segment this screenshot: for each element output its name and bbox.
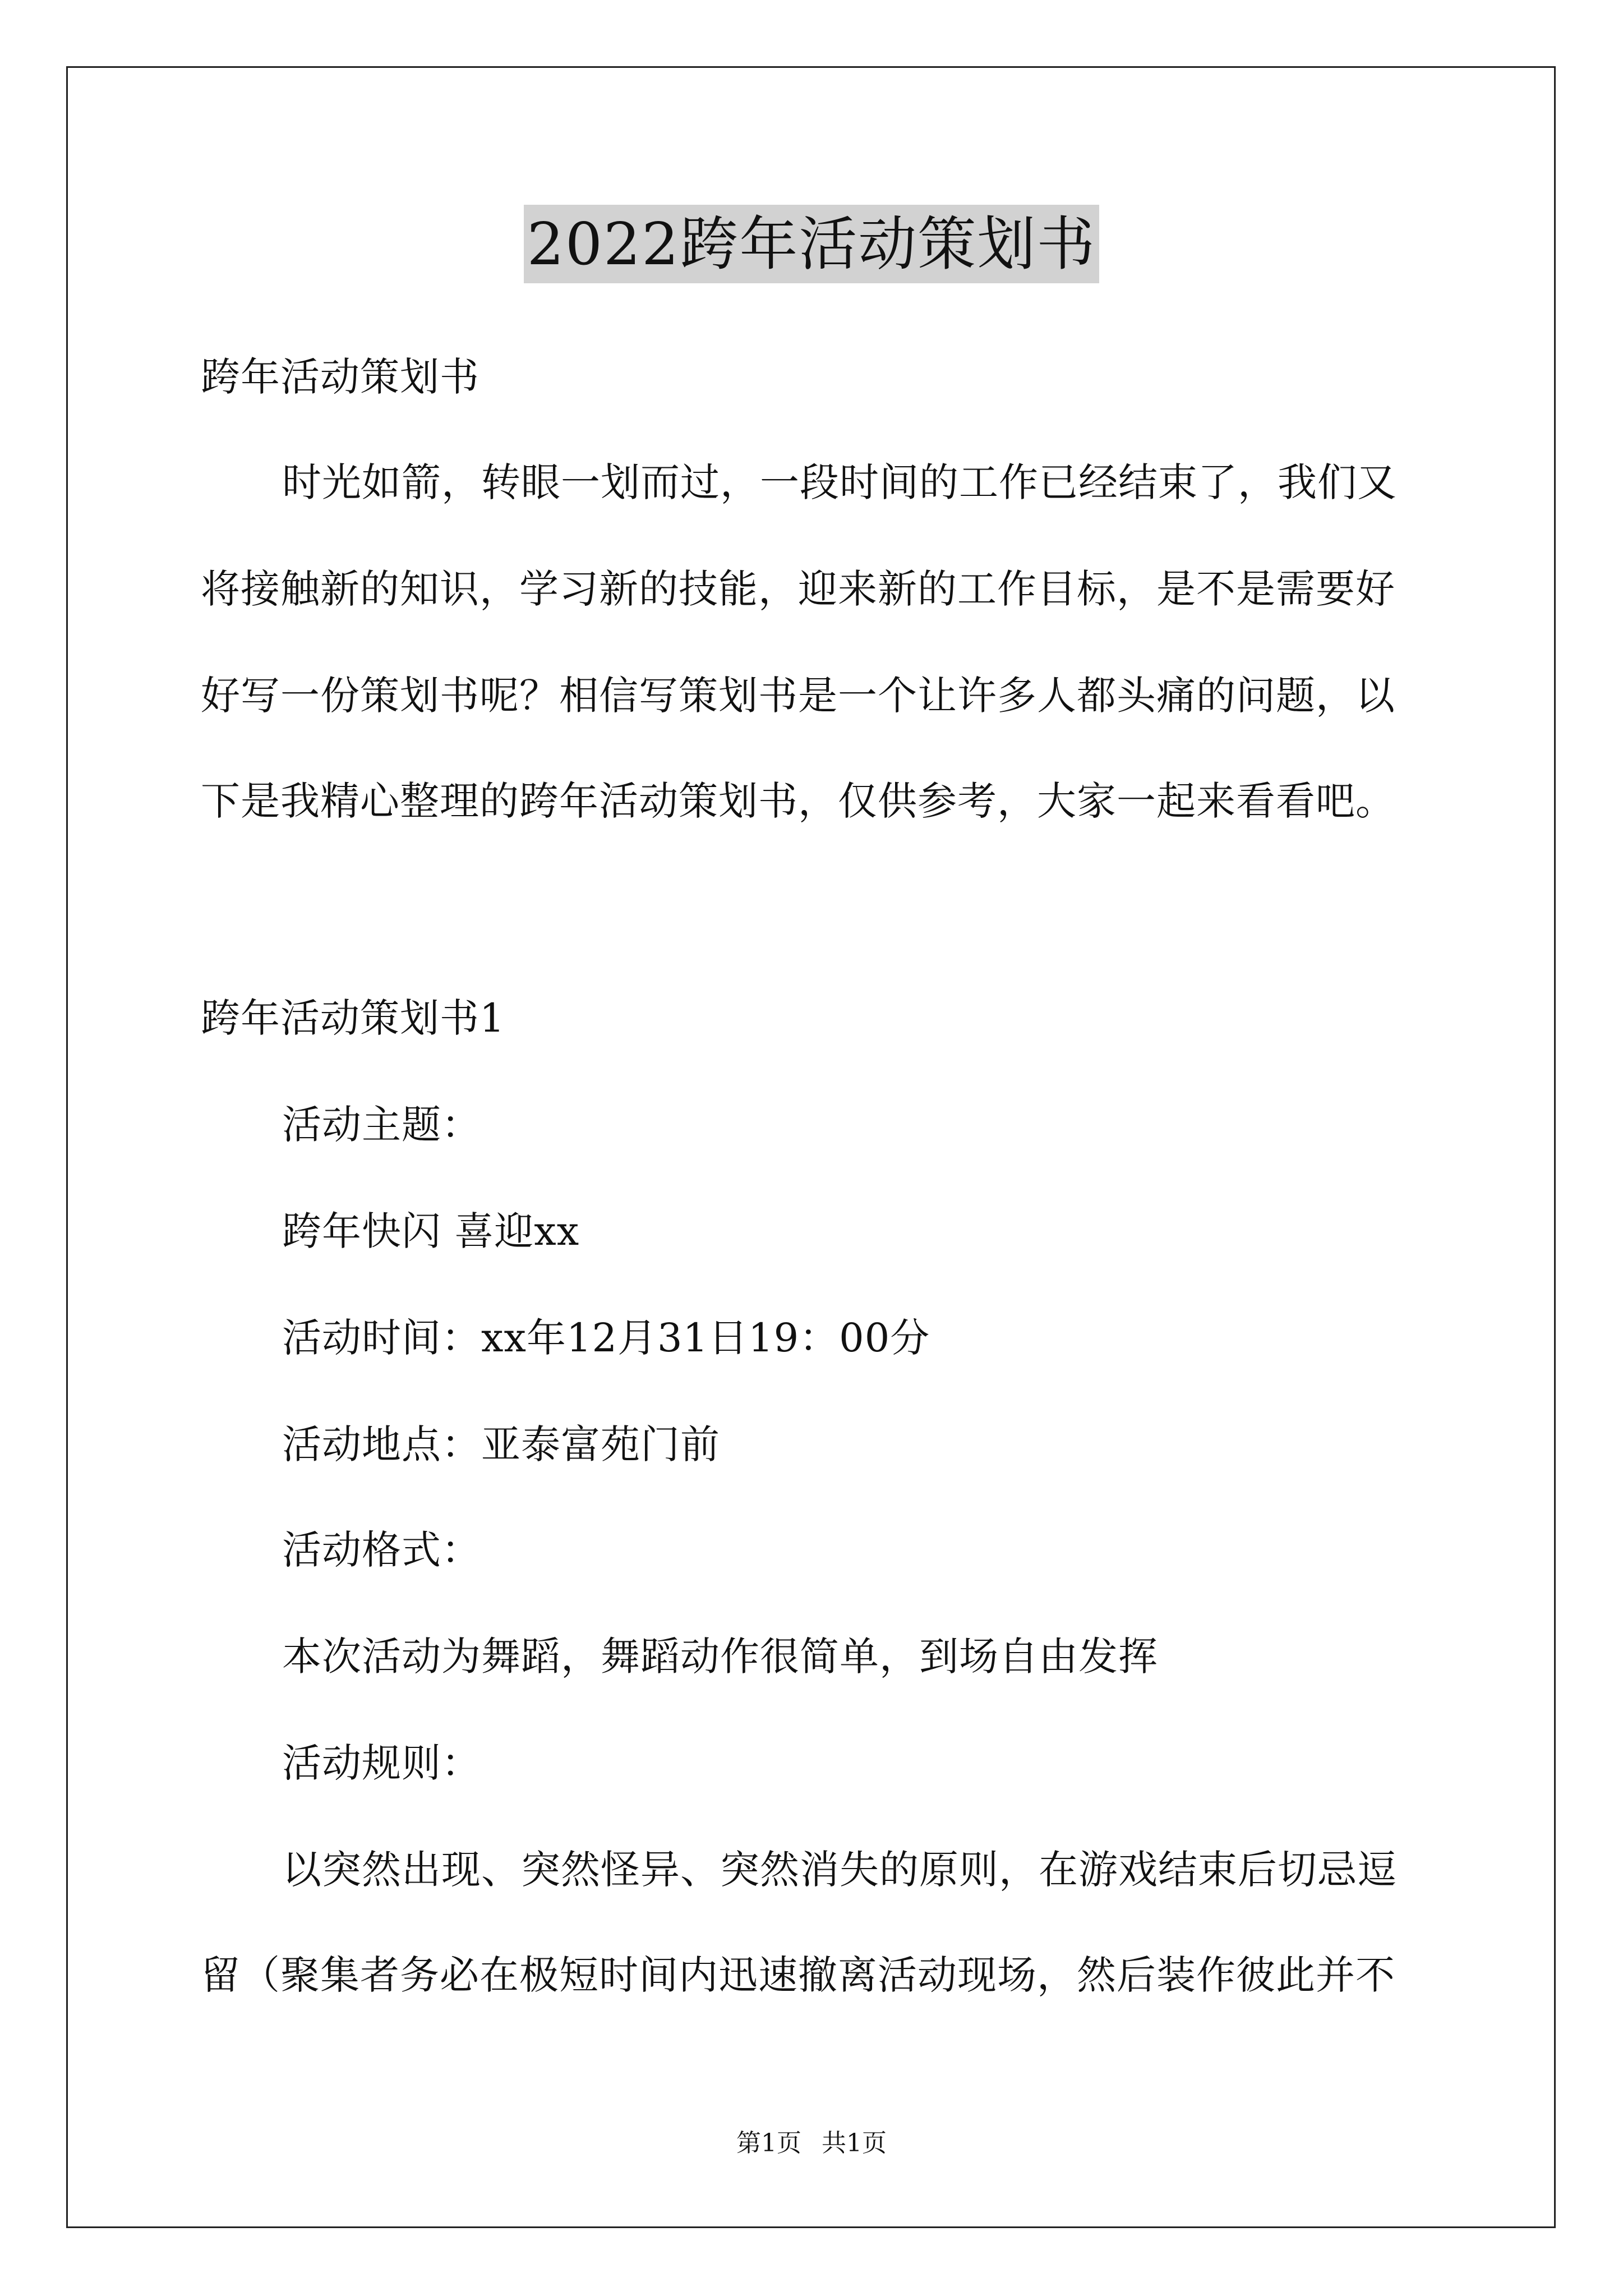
intro-line-3: 好写一份策划书呢？相信写策划书是一个让许多人都头痛的问题，以 (201, 673, 1395, 719)
intro-line-1: 时光如箭，转眼一划而过，一段时间的工作已经结束了，我们又 (282, 459, 1397, 505)
section-line-theme: 跨年快闪 喜迎xx (282, 1208, 580, 1254)
section-line-theme-label: 活动主题： (282, 1102, 481, 1148)
section-line-rules-label: 活动规则： (282, 1740, 481, 1786)
section-line-location: 活动地点：亚泰富苑门前 (282, 1421, 720, 1467)
section-heading: 跨年活动策划书1 (201, 995, 505, 1041)
section-line-time: 活动时间：xx年12月31日19：00分 (282, 1315, 930, 1361)
title-container (0, 205, 1623, 283)
section-line-rules: 以突然出现、突然怪异、突然消失的原则，在游戏结束后切忌逗 (282, 1847, 1397, 1893)
intro-line-4: 下是我精心整理的跨年活动策划书，仅供参考，大家一起来看看吧。 (201, 778, 1395, 824)
section-line-format: 本次活动为舞蹈，舞蹈动作很简单，到场自由发挥 (282, 1634, 1158, 1680)
page-number-total: 共1页 (822, 2129, 887, 2157)
page-number-current: 第1页 (736, 2129, 801, 2157)
document-subtitle: 跨年活动策划书 (201, 354, 479, 400)
section-line-rules-continued: 留（聚集者务必在极短时间内迅速撤离活动现场，然后装作彼此并不 (201, 1952, 1395, 1998)
document-title: 2022跨年活动策划书 (524, 205, 1100, 283)
page-footer (0, 2127, 1623, 2160)
intro-line-2: 将接触新的知识，学习新的技能，迎来新的工作目标，是不是需要好 (201, 566, 1395, 612)
section-line-format-label: 活动格式： (282, 1527, 481, 1573)
